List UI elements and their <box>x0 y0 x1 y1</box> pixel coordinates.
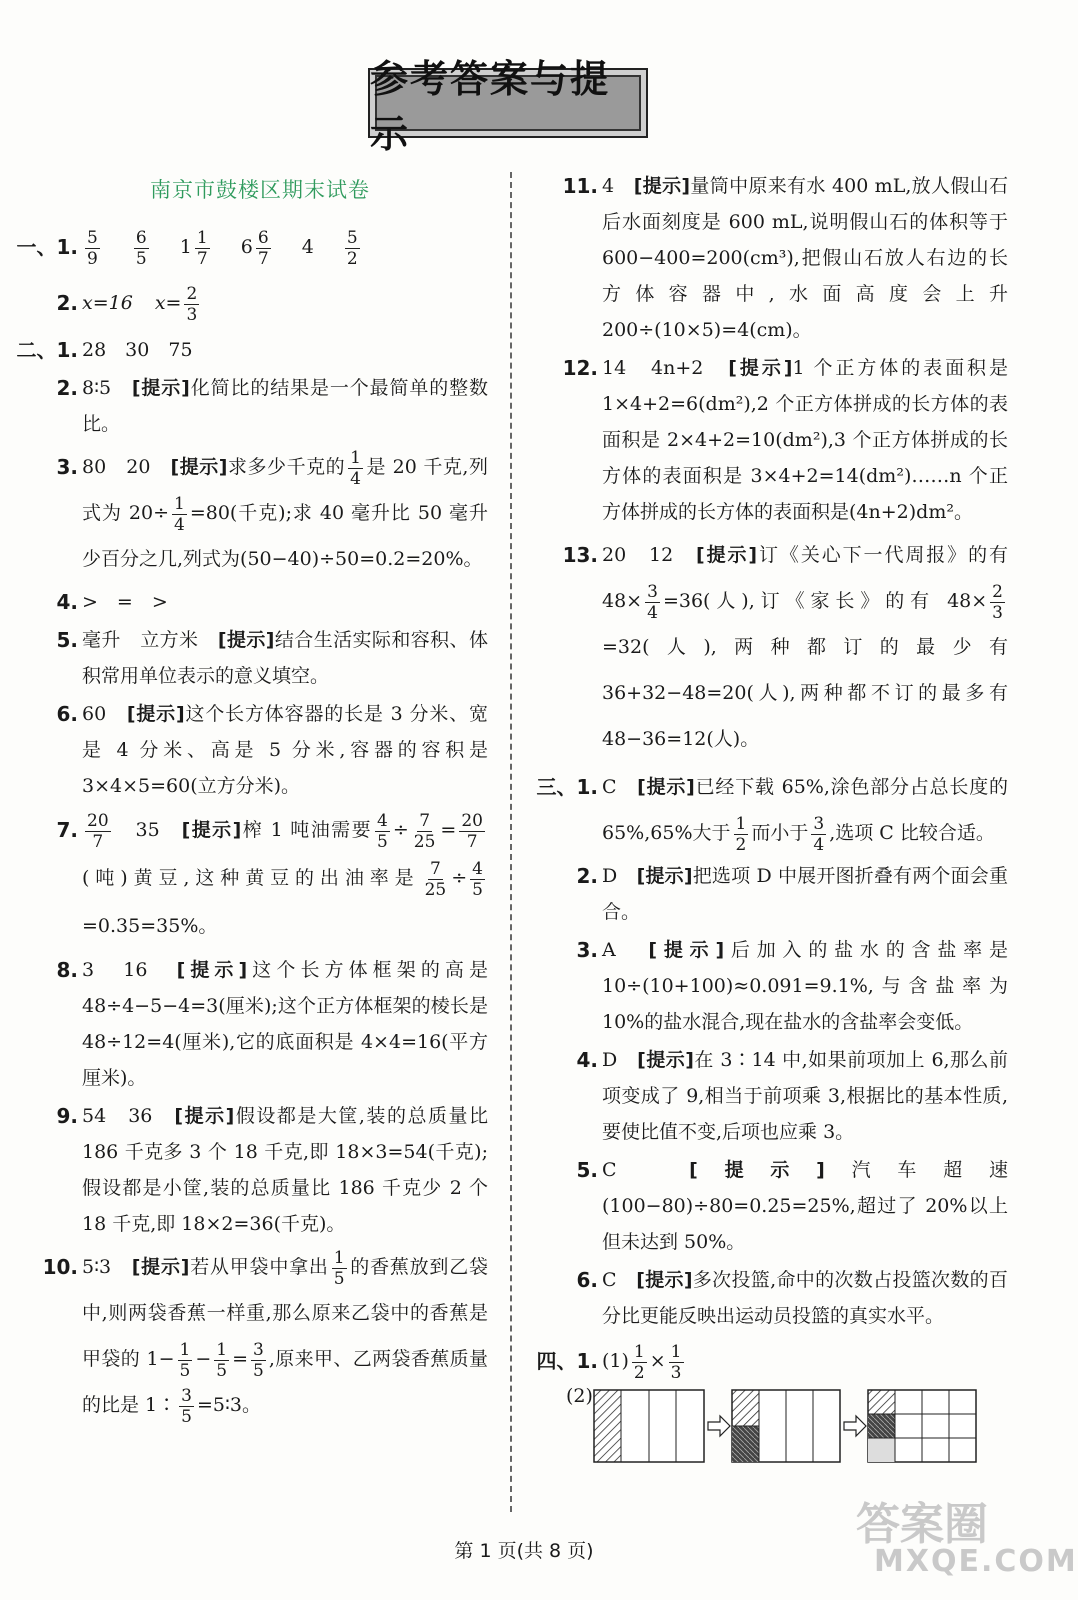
answer-2-6: 6. 60 [提示]这个长方体容器的长是 3 分米、宽是 4 分米、高是 5 分米,容器的容积是 3×4×5=60(立方分米)。 <box>8 696 488 804</box>
answer-2-4: 4. > = > <box>8 584 488 620</box>
banner-title: 参考答案与提示 <box>370 57 611 156</box>
item-label: 9. <box>56 1104 78 1128</box>
answer-2-13: 13. 20 12 [提示]订《关心下一代周报》的有 48× $\frac{3}{4}$ =36(人),订《家长》的有 48× $\frac{2}{3}$ =32(人),两种都订的最少有 36+32−48=20(人),两种都不订的最多有 48−36=12(人)。 <box>528 532 1008 762</box>
item-label: 11. <box>562 174 598 198</box>
item-label: 5. <box>56 628 78 652</box>
column-divider <box>510 172 512 1512</box>
fraction: $\frac{2}{3}$ <box>186 283 198 325</box>
item-label: 三、1. <box>536 775 598 799</box>
answer-1-1: 一、1. $\frac{5}{9}$ $\frac{6}{5}$ 1 $\frac{1}{7}$ 6 $\frac{6}{7}$ 4 $\frac{5}{2}$ <box>8 220 488 274</box>
item-label: 6. <box>576 1268 598 1292</box>
answer-3-6: 6. C [提示]多次投篮,命中的次数占投篮次数的百分比更能反映出运动员投篮的真实水平。 <box>528 1262 1008 1334</box>
page-footer: 第 1 页(共 8 页) <box>454 1540 594 1562</box>
answer-2-10: 10. 5∶3 [提示]若从甲袋中拿出 $\frac{1}{5}$ 的香蕉放到乙袋中,则两袋香蕉一样重,那么原来乙袋中的香蕉是甲袋的 1− $\frac{1}{5}$ − $\frac{1}{5}$ = $\frac{3}{5}$ ,原来甲、乙两袋香蕉质量的比是 1∶ $\frac{3}{5}$ =5∶3。 <box>8 1244 488 1428</box>
diagram-sub-label: (2) <box>566 1385 593 1407</box>
item-label: 2. <box>56 376 78 400</box>
fraction: $\frac{2}{3}$ <box>992 581 1003 623</box>
answer-2-3: 3. 80 20 [提示]求多少千克的 $\frac{1}{4}$ 是 20 千克,列式为 20÷ $\frac{1}{4}$ =80(千克);求 40 毫升比 50 毫升少百分之几,列式为(50−40)÷50=0.2=20%。 <box>8 444 488 582</box>
item-label: 13. <box>562 543 598 567</box>
fraction: $\frac{4}{5}$ <box>377 810 388 852</box>
fraction: $\frac{5}{2}$ <box>346 227 358 269</box>
answer-3-3: 3. A [提示]后加入的盐水的含盐率是 10÷(10+100)≈0.091=9.1%,与含盐率为 10%的盐水混合,现在盐水的含盐率会变低。 <box>528 932 1008 1040</box>
fraction: $\frac{1}{7}$ <box>196 227 208 269</box>
answer-3-2: 2. D [提示]把选项 D 中展开图折叠有两个面会重合。 <box>528 858 1008 930</box>
item-label: 3. <box>576 938 598 962</box>
diagram-rect-2 <box>732 1390 840 1462</box>
fraction: $\frac{3}{4}$ <box>647 581 658 623</box>
item-label: 4. <box>56 590 78 614</box>
fraction: $\frac{1}{4}$ <box>350 447 361 489</box>
fraction: $\frac{3}{5}$ <box>253 1339 264 1381</box>
answer-2-9: 9. 54 36 [提示]假设都是大筐,装的总质量比 186 千克多 3 个 18 千克,即 18×3=54(千克);假设都是小筐,装的总质量比 186 千克少 2 个 18 千克,即 18×2=36(千克)。 <box>8 1098 488 1242</box>
fraction: $\frac{1}{2}$ <box>735 813 747 855</box>
item-label: 一、1. <box>16 235 78 259</box>
answer-2-2: 2. 8∶5 [提示]化简比的结果是一个最简单的整数比。 <box>8 370 488 442</box>
item-label: 10. <box>42 1255 78 1279</box>
item-label: 2. <box>56 291 78 315</box>
item-label: 3. <box>56 455 78 479</box>
arrow-icon-2 <box>844 1416 866 1436</box>
right-column <box>528 168 1008 1468</box>
fraction: $\frac{7}{25}$ <box>413 810 436 852</box>
answer-2-12: 12. 14 4n+2 [提示]1 个正方体的表面积是 1×4+2=6(dm²),2 个正方体拼成的长方体的表面积是 2×4+2=10(dm²),3 个正方体拼成的长方体的表面积是 3×4+2=14(dm²)……n 个正方体拼成的长方体的表面积是(4n+2)dm²。 <box>528 350 1008 530</box>
fraction: $\frac{6}{5}$ <box>135 227 147 269</box>
fraction: $\frac{6}{7}$ <box>257 227 269 269</box>
fraction: $\frac{7}{25}$ <box>424 858 447 900</box>
item-label: 12. <box>562 356 598 380</box>
fraction: $\frac{1}{4}$ <box>173 493 185 535</box>
item-label: 8. <box>56 958 78 982</box>
fraction: $\frac{20}{7}$ <box>461 810 483 852</box>
fraction: $\frac{3}{5}$ <box>181 1385 192 1427</box>
left-column <box>8 220 488 1430</box>
item-label: 4. <box>576 1048 598 1072</box>
item-label: 2. <box>576 864 598 888</box>
item-label: 二、1. <box>16 338 78 362</box>
answer-2-5: 5. 毫升 立方米 [提示]结合生活实际和容积、体积常用单位表示的意义填空。 <box>8 622 488 694</box>
answer-3-1: 三、1. C [提示]已经下载 65%,涂色部分占总长度的 65%,65%大于 $\frac{1}{2}$ 而小于 $\frac{3}{4}$ ,选项 C 比较合适。 <box>528 764 1008 856</box>
arrow-icon-1 <box>708 1416 730 1436</box>
answer-2-8: 8. 3 16 [提示]这个长方体框架的高是 48÷4−5−4=3(厘米);这个正方体框架的棱长是 48÷12=4(厘米),它的底面积是 4×4=16(平方厘米)。 <box>8 952 488 1096</box>
answer-banner <box>368 57 648 156</box>
fraction-multiplication-diagram <box>594 1388 994 1468</box>
fraction-diagram <box>528 1385 1008 1468</box>
fraction: $\frac{1}{5}$ <box>216 1339 228 1381</box>
answer-3-5: 5. C [提示]汽车超速(100−80)÷80=0.25=25%,超过了 20%以上但未达到 50%。 <box>528 1152 1008 1260</box>
answer-2-1: 二、1. 28 30 75 <box>8 332 488 368</box>
watermark: 答案圈 MXQE.COM <box>856 1499 1078 1579</box>
item-label: 7. <box>56 818 78 842</box>
answer-2-7: 7. $\frac{20}{7}$ 35 [提示]榨 1 吨油需要 $\frac{4}{5}$ ÷ $\frac{7}{25}$ = $\frac{20}{7}$ (吨)黄豆,这种黄豆的出油率是 $\frac{7}{25}$ ÷ $\frac{4}{5}$ =0.35=35%。 <box>8 806 488 950</box>
answer-2-11: 11. 4 [提示]量筒中原来有水 400 mL,放人假山石后水面刻度是 600 mL,说明假山石的体积等于 600−400=200(cm³),把假山石放人右边的长方体容器中,水面高度会上升 200÷(10×5)=4(cm)。 <box>528 168 1008 348</box>
fraction: $\frac{1}{5}$ <box>333 1247 345 1289</box>
diagram-rect-3 <box>868 1390 976 1462</box>
answer-1-2: 2. x=16 x= $\frac{2}{3}$ <box>8 276 488 330</box>
fraction: $\frac{3}{4}$ <box>813 813 825 855</box>
fraction: $\frac{1}{3}$ <box>670 1341 682 1383</box>
item-label: 5. <box>576 1158 598 1182</box>
fraction: $\frac{5}{9}$ <box>87 227 98 269</box>
fraction: $\frac{1}{5}$ <box>179 1339 191 1381</box>
item-label: 6. <box>56 702 78 726</box>
item-label: 四、1. <box>536 1349 598 1373</box>
diagram-rect-1 <box>594 1390 704 1462</box>
fraction: $\frac{20}{7}$ <box>87 810 109 852</box>
fraction: $\frac{4}{5}$ <box>472 858 483 900</box>
answer-4-1: 四、1. (1) $\frac{1}{2}$ × $\frac{1}{3}$ <box>528 1336 1008 1386</box>
fraction: $\frac{1}{2}$ <box>633 1341 645 1383</box>
answer-3-4: 4. D [提示]在 3∶14 中,如果前项加上 6,那么前项变成了 9,相当于前项乘 3,根据比的基本性质,要使比值不变,后项也应乘 3。 <box>528 1042 1008 1150</box>
exam-title: 南京市鼓楼区期末试卷 <box>150 178 370 202</box>
